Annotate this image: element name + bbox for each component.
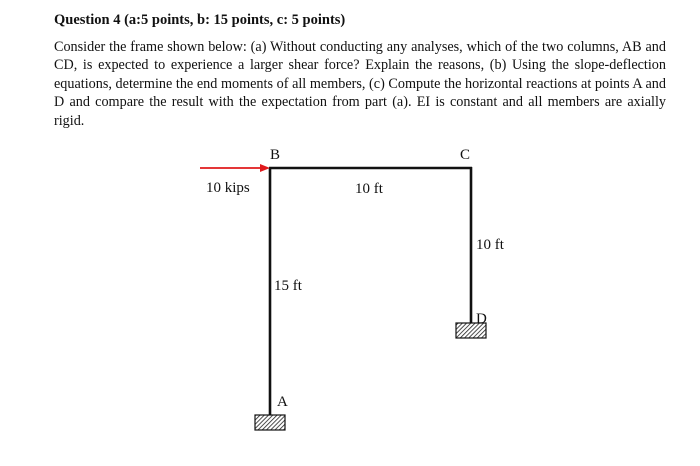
node-label-b: B (270, 147, 281, 163)
load-arrow-head (260, 164, 270, 172)
dimension-bc: 10 ft (355, 181, 383, 197)
question-title: Question 4 (a:5 points, b: 15 points, c: 5 points) (54, 12, 346, 28)
node-label-d: D (476, 311, 487, 327)
question-body: Consider the frame shown below: (a) Without conducting any analyses, which of the two columns, AB and CD, is expected to experience a larger shear force? Explain the reasons, (b) Using the slope-deflection equations, determine the end moments of all members, (c) Compute the horizontal reactions at points A and D and compare the result with the expectation from part (a). EI is constant and all members are axially rigid. (54, 39, 666, 129)
dimension-cd: 10 ft (476, 237, 504, 253)
load-label: 10 kips (206, 180, 250, 196)
dimension-ab: 15 ft (274, 278, 302, 294)
node-label-a: A (277, 394, 288, 410)
node-label-c: C (460, 147, 471, 163)
support-a (255, 415, 285, 430)
